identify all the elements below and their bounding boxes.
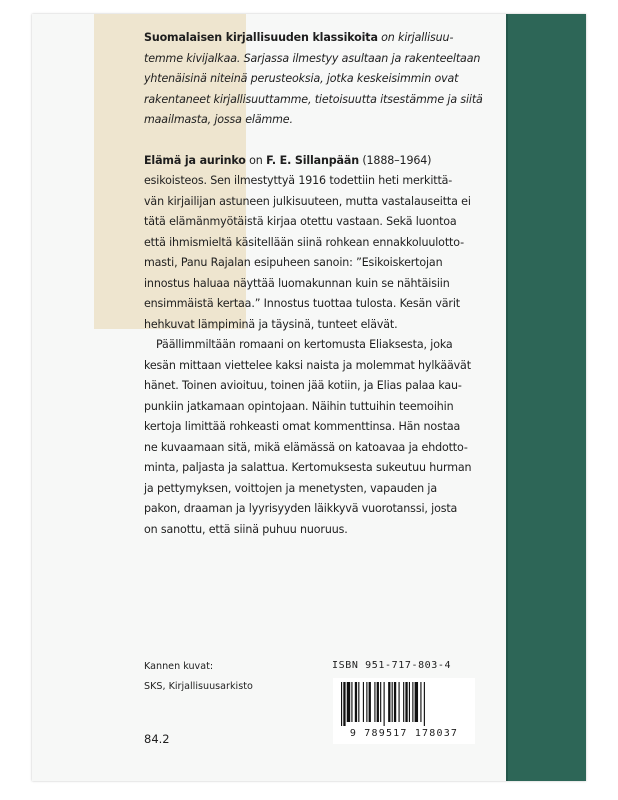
barcode-bar bbox=[355, 682, 357, 722]
barcode-bar bbox=[347, 682, 350, 722]
price-code: 84.2 bbox=[144, 732, 170, 746]
credits-label: Kannen kuvat: bbox=[144, 661, 214, 672]
barcode-bar bbox=[405, 682, 407, 722]
series-intro: Suomalaisen kirjallisuuden klassikoita on kirjallisuu- temme kivijalkaa. Sarjassa ilmestyy asultaan ja rakenteeltaan yhtenäisinä niteinä perusteoksia, jotka keskeisimmin ovat rakentaneet kirjallisuuttamme, tietoisuutta itsestämme ja siitä maailmasta, jossa elämme. bbox=[144, 31, 483, 126]
barcode-bar bbox=[366, 682, 367, 722]
back-cover-text bbox=[144, 28, 499, 540]
paragraph-gap bbox=[144, 131, 499, 151]
series-name: Suomalaisen kirjallisuuden klassikoita bbox=[144, 31, 378, 44]
barcode-bar bbox=[380, 682, 381, 722]
barcode-bar bbox=[343, 682, 345, 726]
barcode-bar bbox=[341, 682, 342, 726]
barcode-bar bbox=[363, 682, 364, 722]
barcode-bar bbox=[392, 682, 393, 722]
barcode-bar bbox=[388, 682, 390, 722]
barcode-icon bbox=[339, 682, 469, 726]
barcode-bar bbox=[351, 682, 352, 722]
barcode-bar bbox=[412, 682, 413, 722]
barcode-bar bbox=[409, 682, 410, 722]
barcode-bar bbox=[420, 682, 421, 722]
book-back-cover bbox=[32, 14, 586, 781]
barcode-bar bbox=[369, 682, 371, 722]
barcode-block bbox=[333, 678, 475, 744]
barcode-bar bbox=[377, 682, 379, 722]
barcode-bar bbox=[424, 682, 425, 726]
author-name: F. E. Sillanpään bbox=[266, 153, 359, 167]
green-spine bbox=[508, 14, 586, 781]
barcode-bar bbox=[358, 682, 359, 722]
barcode-bar bbox=[394, 682, 396, 722]
barcode-number: 9 789517 178037 bbox=[349, 728, 459, 739]
barcode-bar bbox=[399, 682, 400, 722]
barcode-bar bbox=[415, 682, 418, 722]
isbn-text: ISBN 951-717-803-4 bbox=[332, 660, 452, 671]
barcode-bar bbox=[374, 682, 375, 722]
book-description: Elämä ja aurinko on F. E. Sillanpään (1888–1964) esikoisteos. Sen ilmestyttyä 1916 todettiin heti merkittä- vän kirjailijan astuneen julkisuuteen, mutta vastalauseitta ei tätä elämänmyötäistä kirjaa otettu vastaan. Sekä luontoa että ihmismieltä käsitellään siinä rohkean ennakkoluulotto- masti, Panu Rajalan esipuheen sanoin: ”Esikoiskertojan innostus haluaa näyttää luomakunnan kuin se nähtäisiin ensimmäistä kertaa.” Innostus tuottaa tulosta. Kesän värit hehkuvat lämpiminä ja täysinä, tunteet elävät. bbox=[144, 153, 471, 331]
barcode-bar bbox=[384, 682, 385, 726]
credits-source: SKS, Kirjallisuusarkisto bbox=[144, 681, 253, 692]
plot-summary: Päällimmiltään romaani on kertomusta Eliaksesta, joka kesän mittaan viettelee kaksi naista ja molemmat hylkäävät hänet. Toinen avioituu, toinen jää kotiin, ja Elias palaa kau- punkiin jatkamaan opintojaan. Näihin tuttuihin teemoihin kertoja limittää rohkeasti omat kommenttinsa. Hän nostaa ne kuvaamaan sitä, mikä elämässä on katoavaa ja ehdotto- minta, paljasta ja salattua. Kertomuksesta sukeutuu hurman ja pettymyksen, voittojen ja menetysten, vapauden ja pakon, draaman ja lyyrisyyden läikkyvä vuorotanssi, josta on sanottu, että siinä puhuu nuoruus. bbox=[144, 338, 472, 536]
cover-image-credits bbox=[144, 657, 253, 697]
barcode-bar bbox=[403, 682, 404, 722]
book-title: Elämä ja aurinko bbox=[144, 153, 246, 167]
